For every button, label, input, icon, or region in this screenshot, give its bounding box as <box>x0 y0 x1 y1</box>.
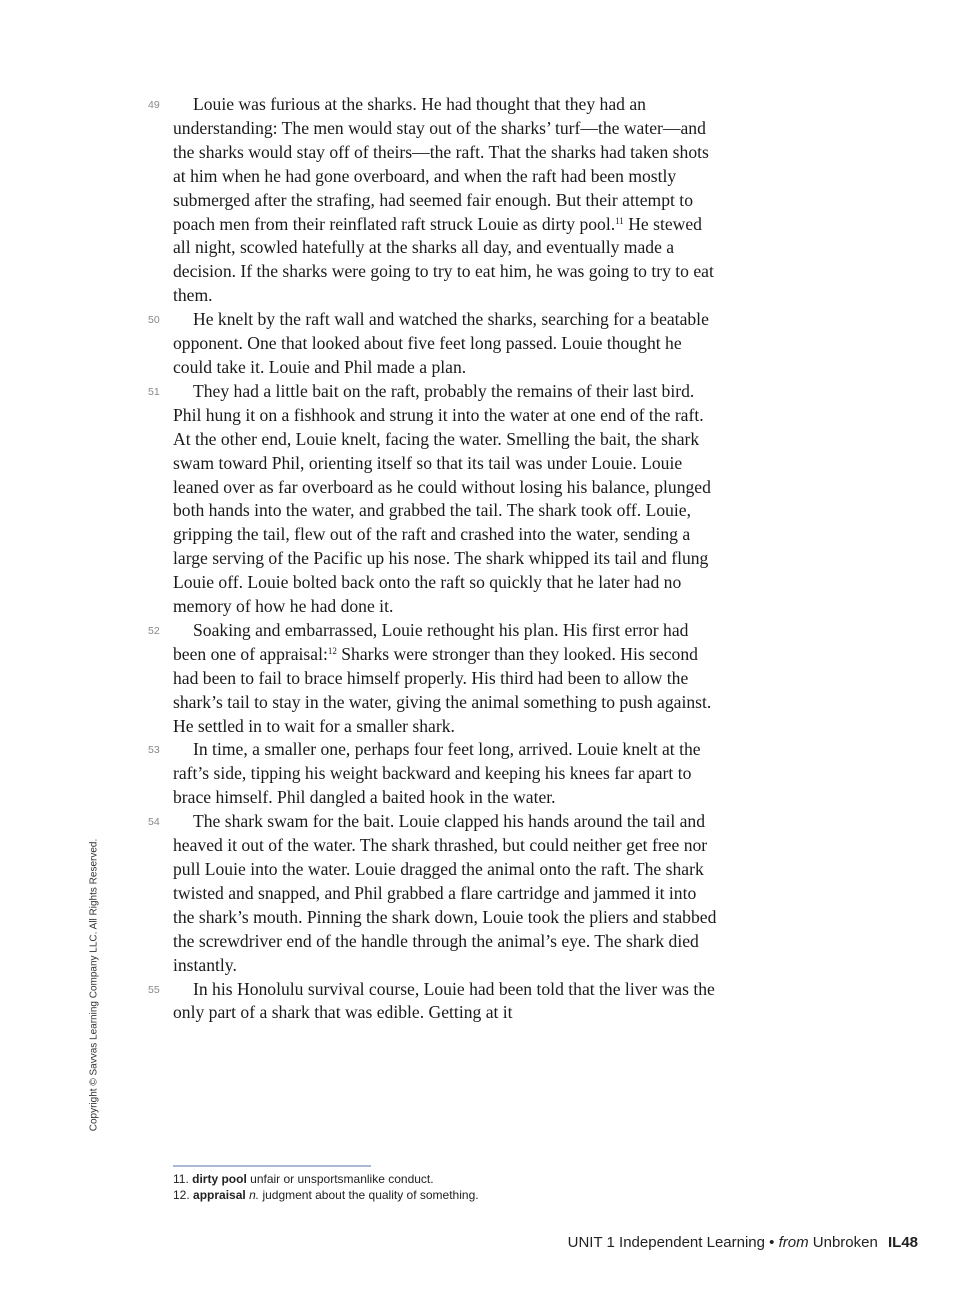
page-number: IL48 <box>887 1234 918 1251</box>
footnote-definition: unfair or unsportsmanlike conduct. <box>250 1172 434 1186</box>
paragraph-number: 54 <box>148 816 160 829</box>
footnotes <box>173 1171 673 1203</box>
paragraph-text: The shark swam for the bait. Louie clapped his hands around the tail and heaved it out of the water. The shark thrashed, but could neither get free nor pull Louie into the water. Louie dragged the animal onto the raft. The shark twisted and snapped, and Phil grabbed a flare cartridge and jammed it into the shark’s mouth. Pinning the shark down, Louie took the pliers and stabbed the screwdriver end of the handle through the animal’s eye. The shark died instantly. <box>173 811 717 975</box>
paragraph-text: He knelt by the raft wall and watched the sharks, searching for a beatable opponent. One that looked about five feet long passed. Louie thought he could take it. Louie and Phil made a plan. <box>173 309 709 377</box>
paragraph <box>148 619 718 739</box>
footnote-ref: 11 <box>615 215 624 226</box>
paragraph-number: 49 <box>148 99 160 111</box>
footer-unit: UNIT 1 Independent Learning • <box>567 1234 775 1251</box>
footnote-part-of-speech: n. <box>249 1188 260 1202</box>
paragraph-number: 55 <box>148 983 160 996</box>
paragraph <box>148 380 718 619</box>
paragraph <box>148 738 718 810</box>
paragraph-text: He stewed all night, scowled hatefully at the sharks all day, and eventually made a decision. If the sharks were going to try to eat him, he was going to try to eat them. <box>173 213 714 306</box>
paragraph-text: Sharks were stronger than they looked. His second had been to fail to brace himself properly. His third had been to allow the shark’s tail to stay in the water, giving the animal something to push against. He settled in to wait for a smaller shark. <box>173 643 712 736</box>
footnote-number: 11. <box>173 1172 189 1186</box>
text-column <box>148 93 718 1025</box>
paragraph-number: 52 <box>148 624 160 637</box>
footnote-number: 12. <box>173 1188 190 1202</box>
footnote-term: appraisal <box>193 1188 246 1202</box>
footnote-ref: 12 <box>327 645 337 656</box>
footnote-term: dirty pool <box>192 1172 247 1186</box>
copyright-notice: Copyright © Savvas Learning Company LLC. All Rights Reserved. <box>88 838 100 1132</box>
paragraph <box>148 93 718 308</box>
footnote-definition: judgment about the quality of something. <box>262 1188 479 1202</box>
paragraph-text: Louie was furious at the sharks. He had thought that they had an understanding: The men would stay out of the sharks’ turf—the water—and the sharks would stay off of theirs—the raft. That the sharks had taken shots at him when he had gone overboard, and when the raft had been mostly submerged after the strafing, had seemed fair enough. But their attempt to poach men from their reinflated raft struck Louie as dirty pool. <box>173 94 709 234</box>
footer-from: from <box>778 1234 809 1251</box>
paragraph-number: 50 <box>148 314 160 327</box>
paragraph-number: 51 <box>148 385 160 398</box>
paragraph-text: In his Honolulu survival course, Louie had been told that the liver was the only part of a shark that was edible. Getting at it <box>173 978 715 1023</box>
footer-title: Unbroken <box>812 1234 878 1251</box>
paragraph <box>148 308 718 380</box>
page-footer <box>568 1234 918 1251</box>
paragraph-text: Soaking and embarrassed, Louie rethought his plan. His first error had been one of appraisal: <box>173 619 689 664</box>
paragraph-text: They had a little bait on the raft, probably the remains of their last bird. Phil hung it on a fishhook and strung it into the water at one end of the raft. At the other end, Louie knelt, facing the water. Smelling the bait, the shark swam toward Phil, orienting itself so that its tail was under Louie. Louie leaned over as far overboard as he could without losing his balance, plunged both hands into the water, and grabbed the tail. The shark took off. Louie, gripping the tail, flew out of the raft and crashed into the water, sending a large serving of the Pacific up his nose. The shark whipped its tail and flung Louie off. Louie bolted back onto the raft so quickly that he later had no memory of how he had done it. <box>173 380 711 617</box>
footnote <box>173 1187 673 1203</box>
paragraph-text: In time, a smaller one, perhaps four feet long, arrived. Louie knelt at the raft’s side, tipping his weight backward and keeping his knees far apart to brace himself. Phil dangled a baited hook in the water. <box>173 739 701 808</box>
footnote <box>173 1171 673 1187</box>
footnote-divider <box>173 1165 371 1167</box>
paragraph <box>148 810 718 977</box>
paragraph-number: 53 <box>148 744 160 757</box>
paragraph <box>148 978 718 1026</box>
